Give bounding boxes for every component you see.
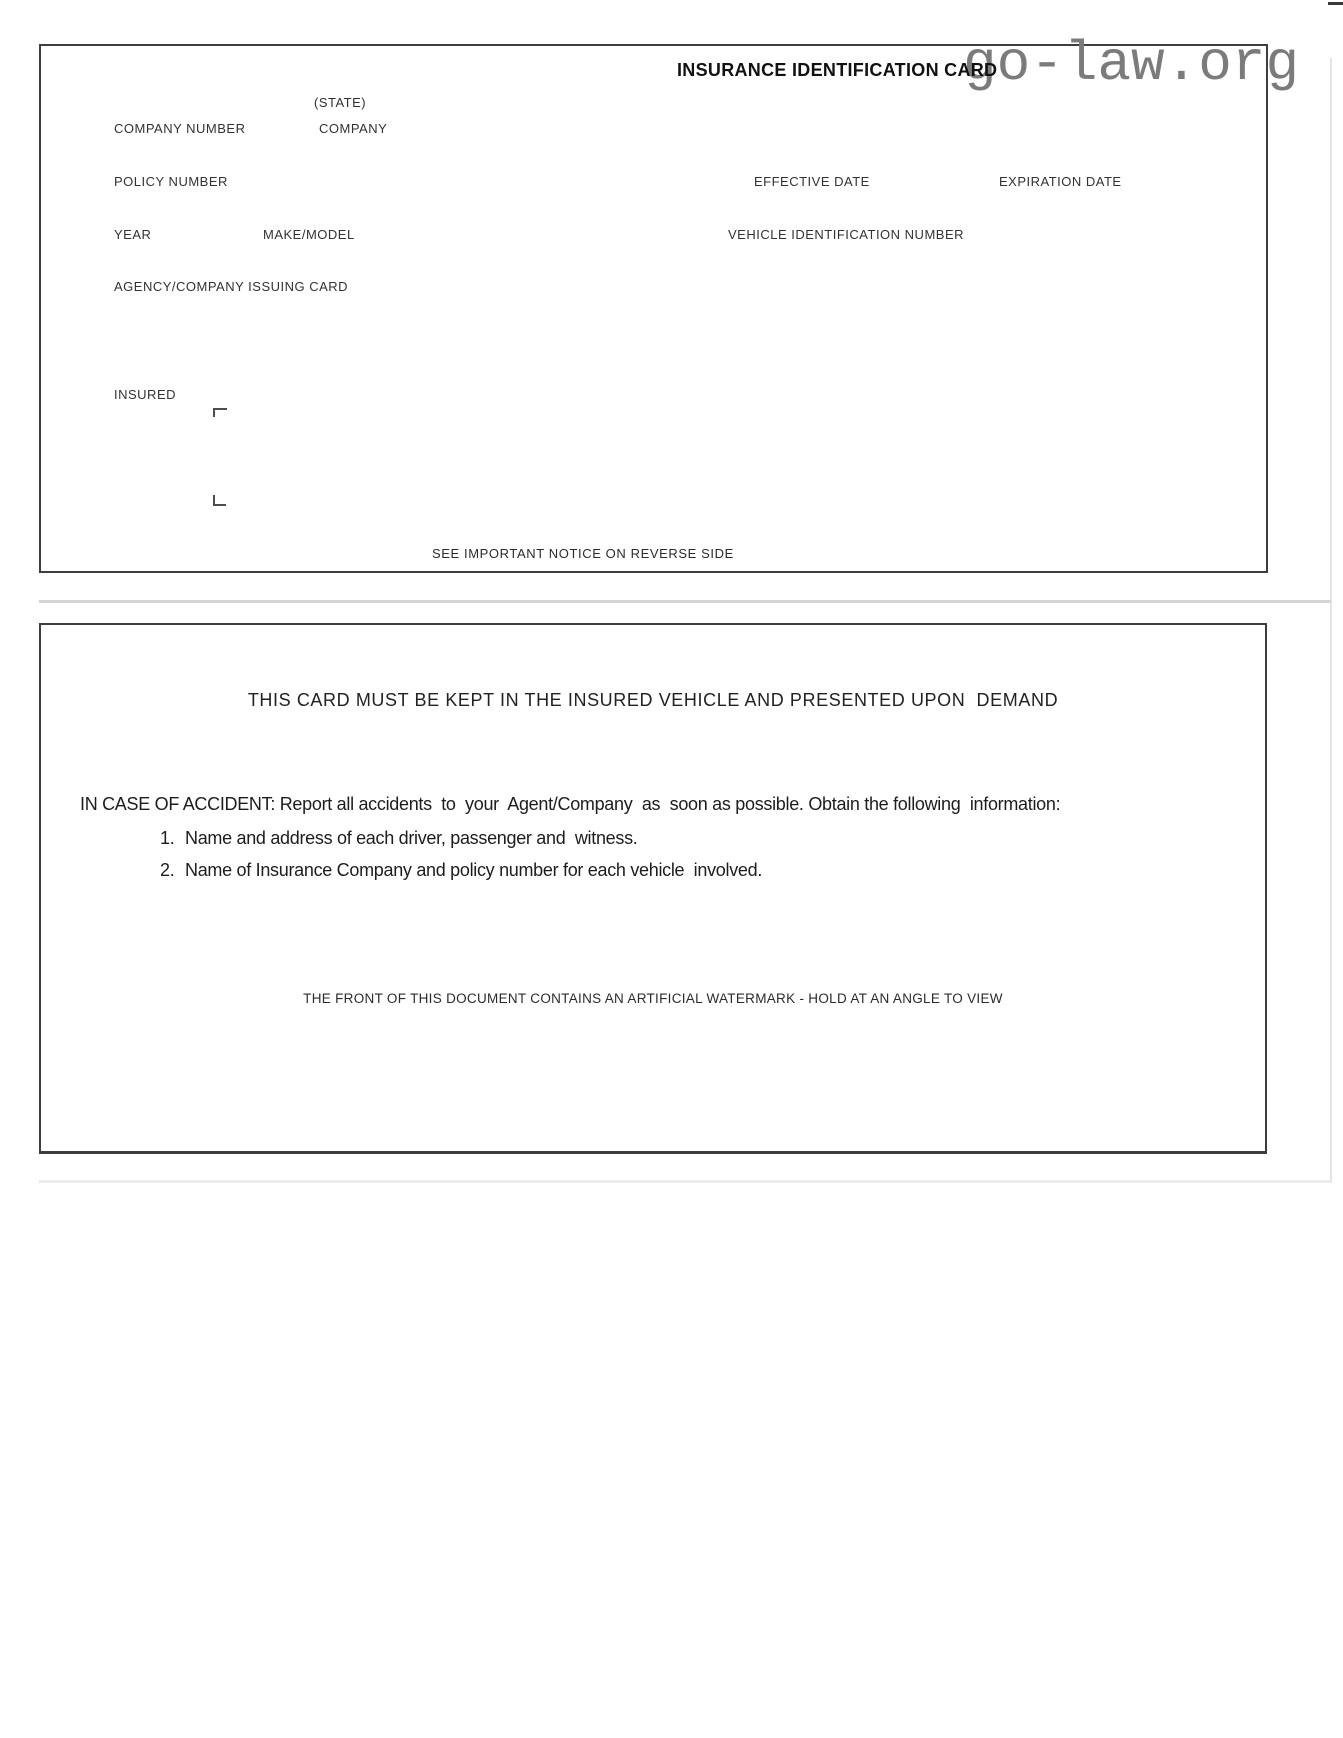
list-text: Name of Insurance Company and policy number for each vehicle involved. bbox=[185, 860, 763, 880]
make-model-label: MAKE/MODEL bbox=[263, 227, 355, 242]
card-title: INSURANCE IDENTIFICATION CARD bbox=[677, 60, 998, 80]
artificial-watermark-notice: THE FRONT OF THIS DOCUMENT CONTAINS AN ARTIFICIAL WATERMARK - HOLD AT AN ANGLE TO VIEW bbox=[303, 991, 1003, 1006]
keep-in-vehicle-heading: THIS CARD MUST BE KEPT IN THE INSURED VEHICLE AND PRESENTED UPON DEMAND bbox=[247, 690, 1059, 710]
company-number-label: COMPANY NUMBER bbox=[114, 121, 246, 136]
page-edge-line bbox=[1330, 58, 1332, 1183]
address-window-bracket-bottom bbox=[213, 495, 226, 506]
site-watermark: go-law.org bbox=[963, 32, 1300, 96]
accident-list-item bbox=[160, 828, 637, 849]
year-label: YEAR bbox=[114, 227, 152, 242]
list-number: 1. bbox=[160, 828, 175, 848]
policy-number-label: POLICY NUMBER bbox=[114, 174, 228, 189]
agency-issuing-card-label: AGENCY/COMPANY ISSUING CARD bbox=[114, 279, 349, 294]
state-label: (STATE) bbox=[314, 95, 367, 110]
list-text: Name and address of each driver, passenger and witness. bbox=[185, 828, 638, 848]
accident-list-item bbox=[160, 860, 762, 881]
page-corner-mark bbox=[1328, 2, 1343, 18]
section-divider-top bbox=[39, 600, 1331, 603]
vehicle-identification-number-label: VEHICLE IDENTIFICATION NUMBER bbox=[728, 227, 965, 242]
insured-label: INSURED bbox=[114, 387, 177, 402]
company-label: COMPANY bbox=[319, 121, 388, 136]
effective-date-label: EFFECTIVE DATE bbox=[754, 174, 870, 189]
accident-instructions: IN CASE OF ACCIDENT: Report all accidents to your Agent/Company as soon as possible. Obtain the following information: bbox=[80, 794, 1061, 814]
list-number: 2. bbox=[160, 860, 175, 880]
expiration-date-label: EXPIRATION DATE bbox=[999, 174, 1122, 189]
insurance-card-front bbox=[39, 32, 1300, 573]
section-divider-bottom bbox=[39, 1180, 1331, 1183]
reverse-side-notice: SEE IMPORTANT NOTICE ON REVERSE SIDE bbox=[432, 546, 734, 561]
insurance-card-back bbox=[39, 623, 1267, 1154]
address-window-bracket-top bbox=[213, 408, 227, 417]
